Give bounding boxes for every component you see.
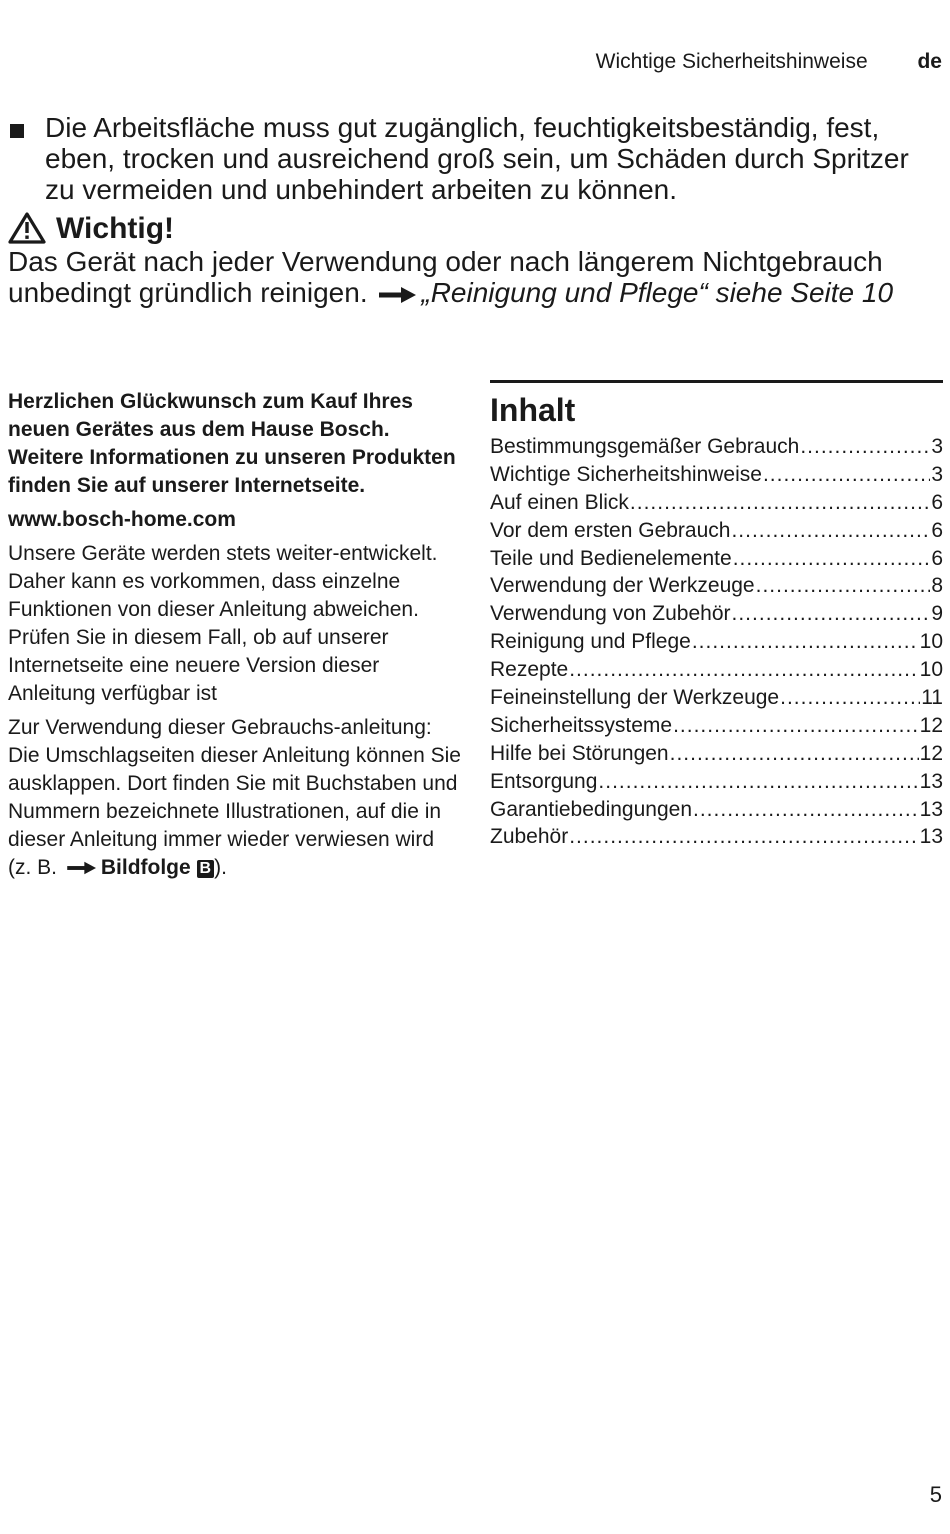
arrow-right-icon	[379, 286, 417, 304]
toc-item-page: 12	[919, 741, 943, 765]
toc-item-page: 6	[931, 490, 943, 514]
toc-item[interactable]	[490, 714, 943, 742]
toc-item-label: Zubehör	[490, 825, 569, 849]
toc-item-page: 3	[931, 435, 943, 458]
toc-title: Inhalt	[490, 392, 576, 428]
paragraph-usage	[8, 714, 463, 882]
toc-leader-dots	[569, 825, 918, 849]
toc-item-label: Rezepte	[490, 658, 569, 682]
warning-title-row	[8, 210, 943, 246]
toc-item-page: 6	[931, 518, 943, 542]
paragraph-updates: Unsere Geräte werden stets weiter-entwickelt. Daher kann es vorkommen, dass einzelne Funktionen von dieser Anleitung abweichen. Prüfen Sie in diesem Fall, ob auf unserer Internetseite eine neuere Version dieser Anleitung verfügbar ist	[8, 542, 438, 705]
toc-leader-dots	[630, 491, 930, 515]
header-language: de	[917, 50, 942, 73]
warning-block	[8, 210, 943, 308]
toc-item[interactable]	[490, 658, 943, 686]
toc-item-label: Entsorgung	[490, 769, 598, 793]
toc-item-label: Verwendung der Werkzeuge	[490, 574, 755, 598]
toc-leader-dots	[732, 602, 931, 626]
toc-leader-dots	[693, 798, 919, 822]
toc-item-label: Reinigung und Pflege	[490, 630, 691, 654]
toc-leader-dots	[598, 770, 918, 794]
toc-item[interactable]	[490, 686, 943, 714]
toc-item[interactable]	[490, 798, 943, 826]
toc-item-label: Garantiebedingungen	[490, 797, 693, 821]
toc-leader-dots	[756, 574, 931, 598]
toc-item-label: Feineinstellung der Werkzeuge	[490, 686, 780, 710]
bullet-text: Die Arbeitsfläche muss gut zugänglich, feuchtigkeitsbeständig, fest, eben, trocken und ausreichend groß sein, um Schäden durch Spritzer zu vermeiden und unbehindert arbeiten zu können.	[45, 112, 909, 205]
toc-item-label: Teile und Bedienelemente	[490, 546, 732, 570]
square-bullet-icon	[10, 124, 24, 138]
toc-item-label: Sicherheitssysteme	[490, 713, 673, 737]
toc-item-label: Vor dem ersten Gebrauch	[490, 518, 731, 542]
toc-item[interactable]	[490, 547, 943, 575]
toc-item[interactable]	[490, 519, 943, 547]
page-number: 5	[929, 1482, 942, 1507]
table-of-contents	[490, 380, 943, 853]
figure-letter-badge: B	[197, 860, 215, 878]
paragraph-usage-prefix: (z. B.	[8, 856, 58, 879]
warning-text	[8, 246, 943, 308]
paragraph-usage-suffix: ).	[214, 856, 227, 879]
toc-item[interactable]	[490, 463, 943, 491]
bullet-paragraph	[8, 112, 943, 205]
warning-body: Das Gerät nach jeder Verwendung oder nach längerem Nichtgebrauch unbedingt gründlich reinigen.	[8, 246, 883, 308]
toc-item-label: Verwendung von Zubehör	[490, 602, 731, 626]
warning-reference: „Reinigung und Pflege“ siehe Seite 10	[421, 277, 894, 308]
warning-triangle-icon	[8, 212, 46, 244]
toc-item-label: Bestimmungsgemäßer Gebrauch	[490, 435, 800, 458]
toc-divider	[490, 380, 943, 383]
header-section-title: Wichtige Sicherheitshinweise	[595, 50, 868, 73]
figure-sequence-label: Bildfolge	[100, 856, 191, 879]
intro-text: Herzlichen Glückwunsch zum Kauf Ihres neuen Gerätes aus dem Hause Bosch. Weitere Informationen zu unseren Produkten finden Sie auf unserer Internetseite.	[8, 390, 456, 497]
toc-leader-dots	[569, 658, 918, 682]
toc-item[interactable]	[490, 435, 943, 463]
paragraph-usage-body: Zur Verwendung dieser Gebrauchs-anleitung: Die Umschlagseiten dieser Anleitung können Sie ausklappen. Dort finden Sie mit Buchstaben und Nummern bezeichnete Illustrationen, auf die in dieser Anleitung immer wieder verwiesen wird	[8, 716, 461, 851]
website-link[interactable]: www.bosch-home.com	[8, 508, 236, 531]
toc-item-page: 10	[919, 658, 943, 682]
toc-item-page: 6	[931, 546, 943, 570]
toc-leader-dots	[670, 742, 919, 766]
toc-item-label: Wichtige Sicherheitshinweise	[490, 462, 762, 486]
toc-item[interactable]	[490, 602, 943, 630]
toc-item-page: 9	[931, 602, 943, 626]
toc-item-page: 12	[919, 713, 943, 737]
arrow-right-icon	[67, 861, 97, 875]
toc-leader-dots	[673, 714, 919, 738]
toc-leader-dots	[731, 519, 930, 543]
toc-leader-dots	[692, 630, 919, 654]
toc-item-page: 13	[919, 797, 943, 821]
toc-item[interactable]	[490, 770, 943, 798]
toc-leader-dots	[780, 686, 920, 710]
toc-item[interactable]	[490, 574, 943, 602]
toc-item-page: 8	[931, 574, 943, 598]
page-header	[596, 50, 942, 74]
toc-item-page: 11	[921, 686, 943, 710]
toc-item-page: 3	[931, 462, 943, 486]
toc-item[interactable]	[490, 825, 943, 853]
left-column	[8, 388, 463, 888]
toc-item-label: Auf einen Blick	[490, 490, 629, 514]
toc-list	[490, 435, 943, 853]
warning-title: Wichtig!	[56, 211, 175, 245]
toc-leader-dots	[763, 463, 930, 487]
toc-item[interactable]	[490, 491, 943, 519]
toc-item[interactable]	[490, 742, 943, 770]
toc-item-page: 10	[919, 630, 943, 654]
toc-item-page: 13	[919, 825, 943, 849]
toc-item[interactable]	[490, 630, 943, 658]
toc-item-page: 13	[919, 769, 943, 793]
toc-leader-dots	[733, 547, 931, 571]
toc-item-label: Hilfe bei Störungen	[490, 741, 669, 765]
toc-leader-dots	[800, 435, 930, 459]
